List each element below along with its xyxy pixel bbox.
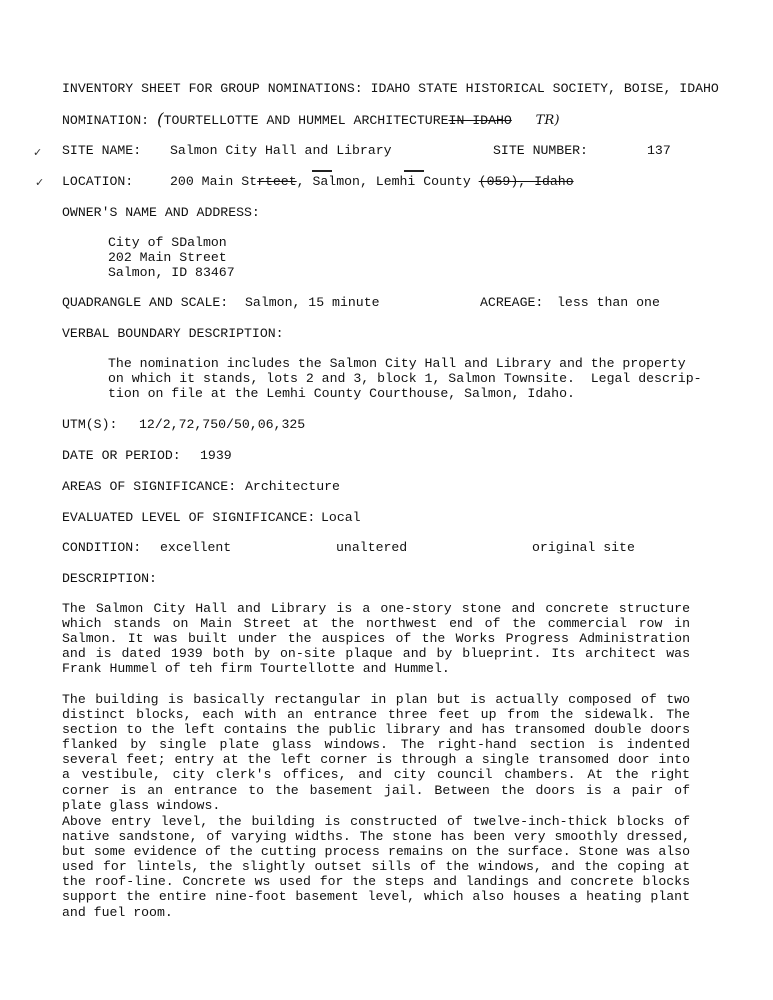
owner-line: City of SDalmon — [108, 235, 227, 250]
location-address: 200 Main St — [170, 174, 258, 189]
utm-label: UTM(S): — [62, 417, 118, 432]
nomination-close-paren: ) — [554, 113, 560, 128]
description-paragraph: The building is basically rectangular in plan but is actually composed of two distinct blocks, each with an entrance three feet up from the sidewalk. The section to the left contains the public library and has transomed double doors flanked by single plate glass windows. The right-hand section is indented several feet; entry at the left corner is through a single transomed door into a vestibule, city clerk's offices, and city council chambers. At the right corner is an entrance to the basement jail. Between the doors is a pair of plate glass windows. — [62, 692, 690, 813]
nomination-value: TOURTELLOTTE AND HUMMEL ARCHITECTURE — [163, 113, 449, 128]
condition-alteration: unaltered — [336, 540, 408, 555]
boundary-line: tion on file at the Lemhi County Courthouse, Salmon, Idaho. — [108, 386, 575, 401]
location-row — [170, 174, 574, 189]
description-paragraph: The Salmon City Hall and Library is a one-story stone and concrete structure which stands on Main Street at the northwest end of the commercial row in Salmon. It was built under the auspices of the Works Progress Administration and is dated 1939 both by on-site plaque and by blueprint. Its architect was Frank Hummel of teh firm Tourtellotte and Hummel. — [62, 601, 690, 677]
nomination-struck: IN IDAHO — [448, 113, 512, 128]
page-title: INVENTORY SHEET FOR GROUP NOMINATIONS: IDAHO STATE HISTORICAL SOCIETY, BOISE, IDAHO — [62, 81, 719, 96]
areas-label: AREAS OF SIGNIFICANCE: — [62, 479, 237, 494]
nomination-open-paren: ( — [156, 110, 164, 130]
site-number-label: SITE NUMBER: — [493, 143, 588, 158]
location-label: LOCATION: — [62, 174, 134, 189]
level-value: Local — [321, 510, 361, 525]
nomination-handwritten: TR — [535, 113, 555, 128]
condition-label: CONDITION: — [62, 540, 142, 555]
margin-check-icon: ✓ — [33, 146, 43, 159]
level-label: EVALUATED LEVEL OF SIGNIFICANCE: — [62, 510, 316, 525]
margin-check-icon: ✓ — [35, 176, 45, 189]
boundary-line: on which it stands, lots 2 and 3, block 1, Salmon Townsite. Legal descrip- — [108, 371, 702, 386]
site-number: 137 — [647, 143, 671, 158]
site-name-label: SITE NAME: — [62, 143, 142, 158]
location-struck-tail: (059), Idaho — [478, 174, 574, 189]
condition-state: excellent — [160, 540, 232, 555]
handwritten-stroke — [312, 170, 332, 172]
description-paragraph: Above entry level, the building is constructed of twelve-inch-thick blocks of native sandstone, of varying widths. The stone has been very smoothly dressed, but some evidence of the cutting process remains on the surface. Stone was also used for lintels, the slightly outset sills of the windows, and the coping at the roof-line. Concrete ws used for the steps and landings and concrete blocks support the entire nine-foot basement level, which also houses a heating plant and fuel room. — [62, 814, 690, 920]
utm-value: 12/2,72,750/50,06,325 — [139, 417, 306, 432]
owner-label: OWNER'S NAME AND ADDRESS: — [62, 205, 260, 220]
acreage-value: less than one — [557, 295, 660, 310]
quadrangle-label: QUADRANGLE AND SCALE: — [62, 295, 229, 310]
owner-line: Salmon, ID 83467 — [108, 265, 235, 280]
owner-line: 202 Main Street — [108, 250, 227, 265]
handwritten-stroke — [404, 170, 424, 172]
description-label: DESCRIPTION: — [62, 571, 157, 586]
condition-site: original site — [532, 540, 635, 555]
acreage-label: ACREAGE: — [480, 295, 544, 310]
date-value: 1939 — [200, 448, 232, 463]
quadrangle-value: Salmon, 15 minute — [245, 295, 380, 310]
date-label: DATE OR PERIOD: — [62, 448, 181, 463]
location-address-struck: rteet — [257, 174, 297, 189]
boundary-line: The nomination includes the Salmon City Hall and Library and the property — [108, 356, 686, 371]
nomination-row — [62, 112, 559, 128]
location-address-rest: , Salmon, Lemhi County — [296, 174, 471, 189]
site-name: Salmon City Hall and Library — [170, 143, 392, 158]
nomination-label: NOMINATION: — [62, 113, 150, 128]
boundary-label: VERBAL BOUNDARY DESCRIPTION: — [62, 326, 284, 341]
areas-value: Architecture — [245, 479, 340, 494]
